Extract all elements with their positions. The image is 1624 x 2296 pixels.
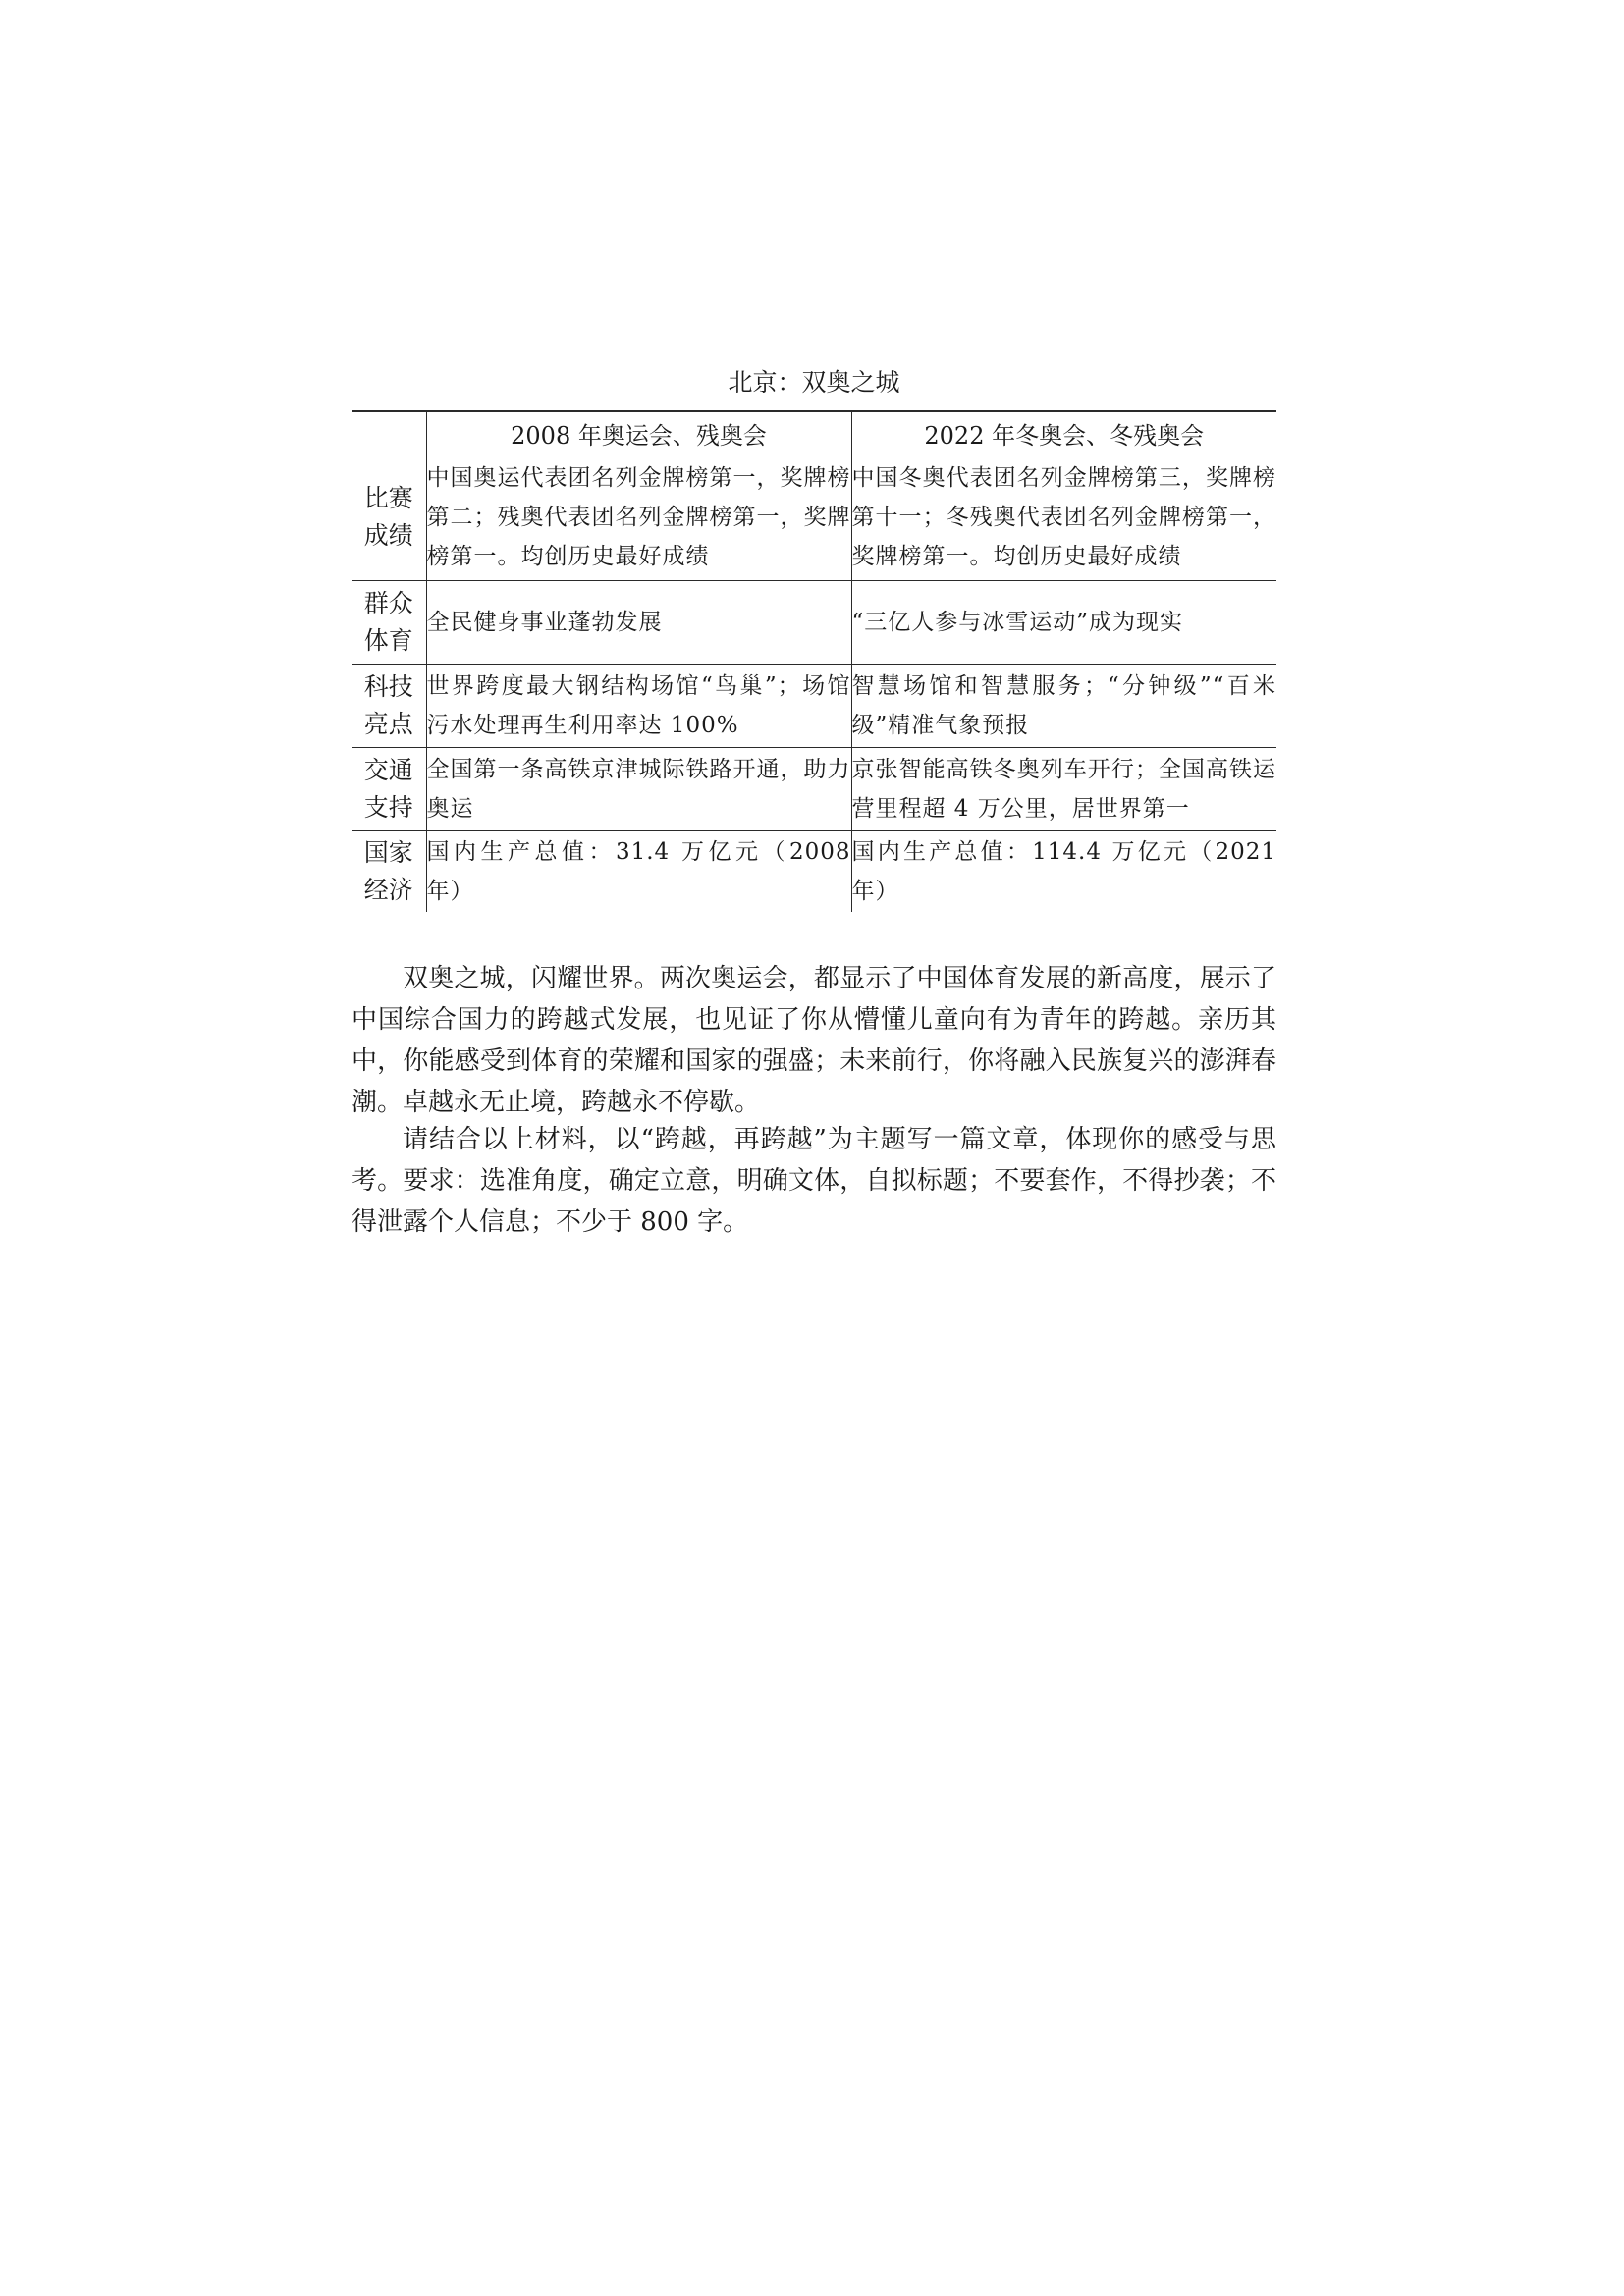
cell-2022-transport: 京张智能高铁冬奥列车开行；全国高铁运营里程超 4 万公里，居世界第一 xyxy=(851,748,1276,831)
cell-2022-economy: 国内生产总值：114.4 万亿元（2021 年） xyxy=(851,831,1276,913)
cell-2008-technology: 世界跨度最大钢结构场馆“鸟巢”；场馆污水处理再生利用率达 100% xyxy=(426,665,851,748)
comparison-table xyxy=(352,410,1276,912)
row-label-text: 交通 支持 xyxy=(363,756,413,822)
table-row xyxy=(352,581,1276,665)
row-label-economy xyxy=(352,831,426,913)
table-caption: 北京：双奥之城 xyxy=(728,368,900,397)
header-corner xyxy=(352,411,426,454)
row-label-transport xyxy=(352,748,426,831)
cell-2022-technology: 智慧场馆和智慧服务；“分钟级”“百米级”精准气象预报 xyxy=(851,665,1276,748)
row-label-text: 科技 亮点 xyxy=(363,672,413,738)
row-label-text: 群众 体育 xyxy=(363,589,413,655)
row-label-competition xyxy=(352,454,426,581)
table-row xyxy=(352,748,1276,831)
cell-2022-mass-sports: “三亿人参与冰雪运动”成为现实 xyxy=(851,581,1276,665)
table-row xyxy=(352,665,1276,748)
writing-prompt-paragraph: 请结合以上材料，以“跨越，再跨越”为主题写一篇文章，体现你的感受与思考。要求：选准角度，确定立意，明确文体，自拟标题；不要套作，不得抄袭；不得泄露个人信息；不少于 800 字。 xyxy=(352,1125,1276,1237)
cell-2008-competition: 中国奥运代表团名列金牌榜第一，奖牌榜第二；残奥代表团名列金牌榜第一，奖牌榜第一。均创历史最好成绩 xyxy=(426,454,851,581)
row-label-text: 比赛 成绩 xyxy=(363,484,413,550)
cell-2008-transport: 全国第一条高铁京津城际铁路开通，助力奥运 xyxy=(426,748,851,831)
table-row xyxy=(352,454,1276,581)
row-label-mass-sports xyxy=(352,581,426,665)
header-2008: 2008 年奥运会、残奥会 xyxy=(426,411,851,454)
row-label-technology xyxy=(352,665,426,748)
cell-2022-competition: 中国冬奥代表团名列金牌榜第三，奖牌榜第十一；冬残奥代表团名列金牌榜第一，奖牌榜第一。均创历史最好成绩 xyxy=(851,454,1276,581)
material-paragraph: 双奥之城，闪耀世界。两次奥运会，都显示了中国体育发展的新高度，展示了中国综合国力的跨越式发展，也见证了你从懵懂儿童向有为青年的跨越。亲历其中，你能感受到体育的荣耀和国家的强盛；未来前行，你将融入民族复兴的澎湃春潮。卓越永无止境，跨越永不停歇。 xyxy=(352,964,1276,1117)
table-header-row xyxy=(352,411,1276,454)
header-2022: 2022 年冬奥会、冬残奥会 xyxy=(851,411,1276,454)
cell-2008-mass-sports: 全民健身事业蓬勃发展 xyxy=(426,581,851,665)
cell-2008-economy: 国内生产总值：31.4 万亿元（2008 年） xyxy=(426,831,851,913)
table-row xyxy=(352,831,1276,913)
row-label-text: 国家 经济 xyxy=(363,838,413,904)
